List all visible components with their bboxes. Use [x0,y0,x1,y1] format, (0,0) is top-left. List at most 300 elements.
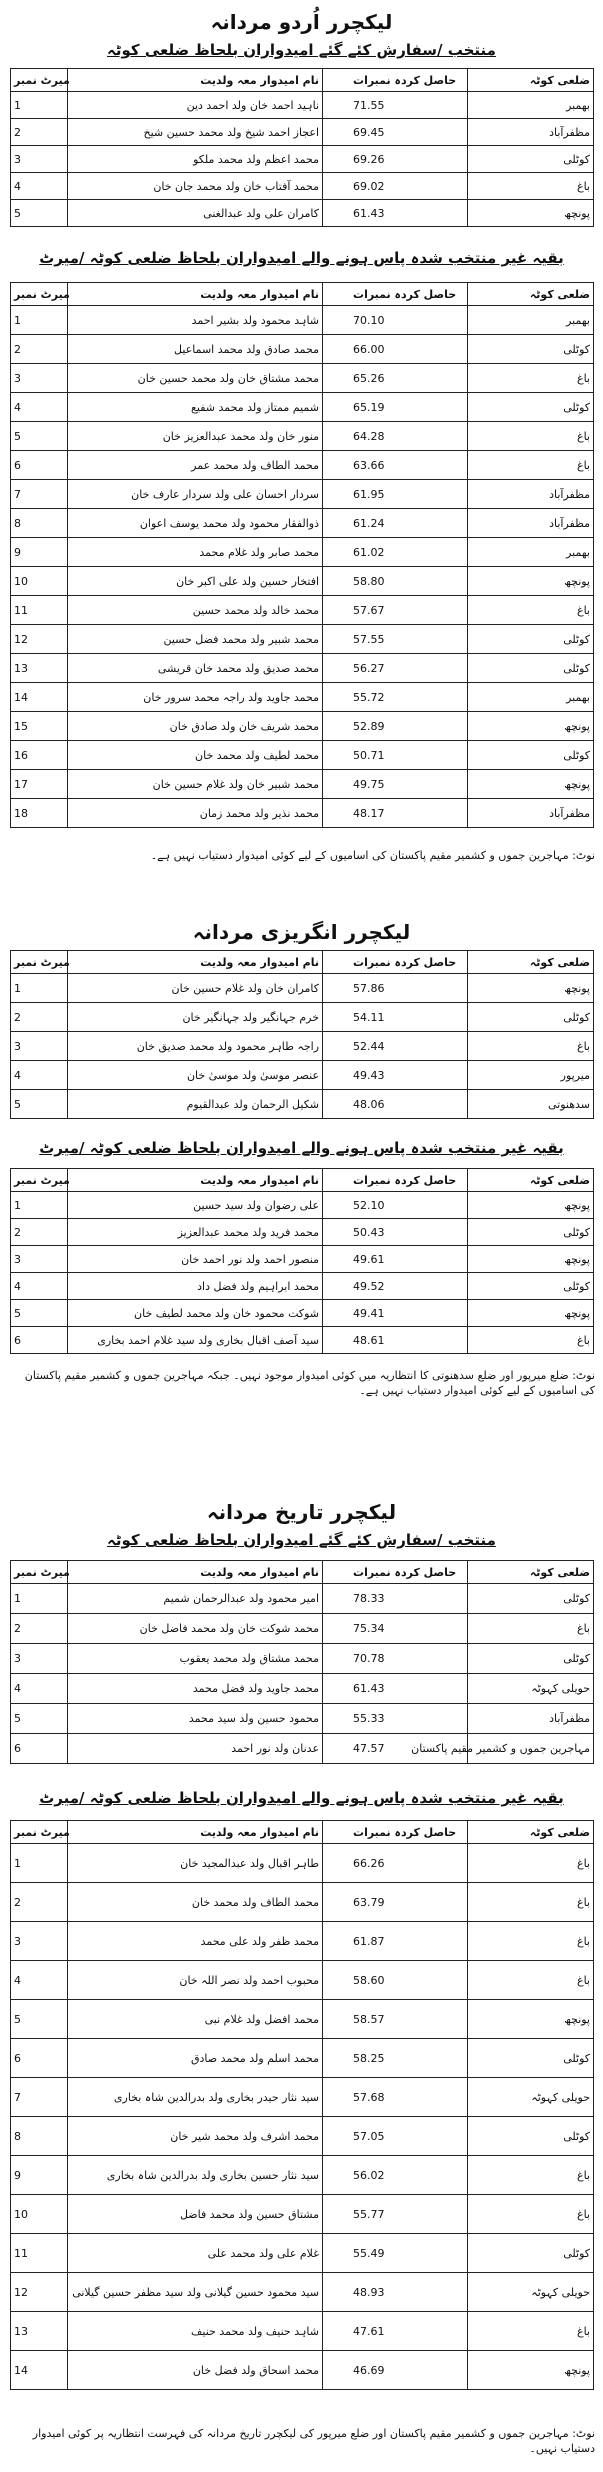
cell-merit: 3 [11,1644,68,1674]
cell-district: مظفرآباد [468,799,594,828]
cell-name: محمد صدیق ولد محمد خان قریشی [68,654,323,683]
cell-name: محمد الطاف ولد محمد خان [68,1883,323,1922]
history-note: نوٹ: مہاجرین جموں و کشمیر مقیم پاکستان اور ضلع میرپور کی لیکچرر تاریخ مردانہ کی فہرست انتظاریہ پر کوئی امیدوار دستیاب نہیں۔ [32,2427,595,2455]
table-row [11,2156,594,2195]
cell-district: کوٹلی [468,741,594,770]
cell-name: طاہر اقبال ولد عبدالمجید خان [68,1844,323,1883]
header-name: نام امیدوار معہ ولدیت [68,69,323,92]
cell-district: باغ [468,1922,594,1961]
header-name: نام امیدوار معہ ولدیت [68,1821,323,1844]
cell-merit: 5 [11,422,68,451]
cell-merit: 6 [11,2039,68,2078]
cell-marks: 56.27 [323,654,468,683]
cell-name: محمد ابراہیم ولد فضل داد [68,1273,323,1300]
cell-name: غلام علی ولد محمد علی [68,2234,323,2273]
header-name: نام امیدوار معہ ولدیت [68,1169,323,1192]
cell-name: محمد صادق ولد محمد اسماعیل [68,335,323,364]
table-row [11,799,594,828]
table-row [11,1584,594,1614]
table-header-row [11,1169,594,1192]
table-row [11,422,594,451]
header-marks: حاصل کردہ نمبرات [323,283,468,306]
cell-marks: 61.95 [323,480,468,509]
cell-district: باغ [468,173,594,200]
cell-merit: 3 [11,364,68,393]
table-row [11,1032,594,1061]
cell-district: مہاجرین جموں و کشمیر مقیم پاکستان [468,1734,594,1764]
cell-name: اعجاز احمد شیخ ولد محمد حسین شیخ [68,119,323,146]
table-row [11,335,594,364]
cell-marks: 63.66 [323,451,468,480]
cell-district: باغ [468,1614,594,1644]
history-waiting-subtitle: بقیہ غیر منتخب شدہ پاس ہونے والے امیدواران بلحاظ ضلعی کوٹہ /میرٹ [39,1789,564,1807]
table-row [11,451,594,480]
cell-district: کوٹلی [468,2117,594,2156]
header-marks: حاصل کردہ نمبرات [323,1561,468,1584]
table-row [11,567,594,596]
header-marks: حاصل کردہ نمبرات [323,951,468,974]
cell-district: باغ [468,1844,594,1883]
cell-marks: 61.87 [323,1922,468,1961]
header-district: ضلعی کوٹہ [468,1821,594,1844]
english-selected-table [10,950,594,1119]
cell-name: محمد شبیر ولد محمد فضل حسین [68,625,323,654]
table-row [11,480,594,509]
cell-marks: 47.57 [323,1734,468,1764]
cell-marks: 70.10 [323,306,468,335]
cell-district: حویلی کہوٹہ [468,1674,594,1704]
cell-name: محمد الطاف ولد محمد عمر [68,451,323,480]
cell-name: خرم جہانگیر ولد جہانگیر خان [68,1003,323,1032]
cell-name: شمیم ممتاز ولد محمد شفیع [68,393,323,422]
cell-district: بھمبر [468,92,594,119]
cell-district: مظفرآباد [468,1704,594,1734]
cell-merit: 10 [11,567,68,596]
urdu-title: لیکچرر اُردو مردانہ [210,10,393,34]
cell-merit: 7 [11,2078,68,2117]
cell-merit: 1 [11,1844,68,1883]
cell-merit: 6 [11,1734,68,1764]
cell-district: بھمبر [468,683,594,712]
cell-merit: 4 [11,393,68,422]
cell-marks: 50.43 [323,1219,468,1246]
cell-district: باغ [468,1961,594,2000]
cell-marks: 49.61 [323,1246,468,1273]
cell-merit: 5 [11,1704,68,1734]
cell-name: محمد افضل ولد غلام نبی [68,2000,323,2039]
cell-marks: 78.33 [323,1584,468,1614]
cell-name: محمد صابر ولد غلام محمد [68,538,323,567]
cell-merit: 3 [11,1032,68,1061]
cell-marks: 61.43 [323,200,468,227]
cell-district: باغ [468,2156,594,2195]
cell-district: پونچھ [468,1300,594,1327]
cell-district: حویلی کہوٹہ [468,2273,594,2312]
cell-name: منصور احمد ولد نور احمد خان [68,1246,323,1273]
cell-district: پونچھ [468,974,594,1003]
cell-merit: 7 [11,480,68,509]
table-row [11,538,594,567]
cell-marks: 55.77 [323,2195,468,2234]
cell-district: پونچھ [468,2000,594,2039]
cell-merit: 13 [11,654,68,683]
cell-district: مظفرآباد [468,509,594,538]
header-district: ضلعی کوٹہ [468,1169,594,1192]
cell-marks: 65.19 [323,393,468,422]
cell-name: محبوب احمد ولد نصر اللہ خان [68,1961,323,2000]
cell-district: باغ [468,1883,594,1922]
cell-marks: 55.49 [323,2234,468,2273]
cell-merit: 10 [11,2195,68,2234]
cell-merit: 8 [11,509,68,538]
cell-merit: 2 [11,335,68,364]
cell-marks: 46.69 [323,2351,468,2390]
header-merit: میرٹ نمبر [11,283,68,306]
table-row [11,770,594,799]
cell-merit: 3 [11,1246,68,1273]
table-row [11,509,594,538]
cell-merit: 11 [11,2234,68,2273]
cell-district: بھمبر [468,538,594,567]
cell-district: باغ [468,1327,594,1354]
urdu-selected-table [10,68,594,227]
cell-district: باغ [468,451,594,480]
cell-merit: 14 [11,2351,68,2390]
cell-marks: 70.78 [323,1644,468,1674]
cell-marks: 57.55 [323,625,468,654]
cell-marks: 52.44 [323,1032,468,1061]
cell-district: پونچھ [468,200,594,227]
table-row [11,146,594,173]
cell-name: ذوالفقار محمود ولد محمد یوسف اعوان [68,509,323,538]
cell-marks: 57.86 [323,974,468,1003]
cell-merit: 5 [11,1090,68,1119]
cell-name: محمد فرید ولد محمد عبدالعزیز [68,1219,323,1246]
english-note: نوٹ: ضلع میرپور اور ضلع سدھنوتی کا انتظاریہ میں کوئی امیدوار موجود نہیں۔ جبکہ مہاجرین جموں و کشمیر مقیم پاکستان کی اسامیوں کے لیے کوئی امیدوار دستیاب نہیں ہے۔ [24,1369,595,1397]
cell-marks: 58.25 [323,2039,468,2078]
cell-district: مظفرآباد [468,119,594,146]
table-row [11,92,594,119]
cell-merit: 2 [11,1219,68,1246]
cell-marks: 61.24 [323,509,468,538]
cell-marks: 48.93 [323,2273,468,2312]
cell-marks: 52.10 [323,1192,468,1219]
table-row [11,364,594,393]
history-waiting-table [10,1820,594,2390]
cell-district: کوٹلی [468,1003,594,1032]
cell-district: کوٹلی [468,146,594,173]
header-marks: حاصل کردہ نمبرات [323,1821,468,1844]
cell-name: سردار احسان علی ولد سردار عارف خان [68,480,323,509]
cell-district: حویلی کہوٹہ [468,2078,594,2117]
cell-name: مشتاق حسین ولد محمد فاضل [68,2195,323,2234]
cell-merit: 8 [11,2117,68,2156]
cell-name: محمود حسین ولد سید محمد [68,1704,323,1734]
urdu-selected-subtitle: منتخب /سفارش کئے گئے امیدواران بلحاظ ضلعی کوٹہ [107,41,496,59]
cell-district: پونچھ [468,2351,594,2390]
cell-district: کوٹلی [468,1644,594,1674]
cell-district: باغ [468,2312,594,2351]
cell-name: ناہید احمد خان ولد احمد دین [68,92,323,119]
cell-name: محمد آفتاب خان ولد محمد جان خان [68,173,323,200]
english-waiting-table [10,1168,594,1354]
table-header-row [11,1821,594,1844]
cell-marks: 61.02 [323,538,468,567]
header-name: نام امیدوار معہ ولدیت [68,283,323,306]
header-name: نام امیدوار معہ ولدیت [68,951,323,974]
cell-name: شاہد حنیف ولد محمد حنیف [68,2312,323,2351]
cell-marks: 50.71 [323,741,468,770]
cell-name: شاہد محمود ولد بشیر احمد [68,306,323,335]
cell-marks: 75.34 [323,1614,468,1644]
history-selected-table [10,1560,594,1764]
cell-district: باغ [468,422,594,451]
table-row [11,1246,594,1273]
header-district: ضلعی کوٹہ [468,283,594,306]
english-title: لیکچرر انگریزی مردانہ [192,920,411,944]
cell-name: افتخار حسین ولد علی اکبر خان [68,567,323,596]
cell-name: سید نثار حسین بخاری ولد بدرالدین شاہ بخاری [68,2156,323,2195]
cell-merit: 15 [11,712,68,741]
table-header-row [11,69,594,92]
table-row [11,1273,594,1300]
table-row [11,2234,594,2273]
table-row [11,974,594,1003]
table-row [11,1090,594,1119]
cell-name: محمد خالد ولد محمد حسین [68,596,323,625]
cell-merit: 4 [11,1273,68,1300]
cell-name: منور خان ولد محمد عبدالعزیز خان [68,422,323,451]
cell-district: باغ [468,2195,594,2234]
cell-merit: 9 [11,538,68,567]
cell-district: پونچھ [468,1246,594,1273]
cell-name: محمد مشتاق خان ولد محمد حسین خان [68,364,323,393]
cell-name: کامران خان ولد غلام حسین خان [68,974,323,1003]
header-merit: میرٹ نمبر [11,1821,68,1844]
cell-name: شکیل الرحمان ولد عبدالقیوم [68,1090,323,1119]
cell-marks: 69.45 [323,119,468,146]
cell-merit: 9 [11,2156,68,2195]
cell-name: سید آصف اقبال بخاری ولد سید غلام احمد بخاری [68,1327,323,1354]
cell-name: محمد شریف خان ولد صادق خان [68,712,323,741]
cell-merit: 5 [11,2000,68,2039]
cell-marks: 58.80 [323,567,468,596]
cell-marks: 55.72 [323,683,468,712]
cell-merit: 5 [11,1300,68,1327]
cell-marks: 61.43 [323,1674,468,1704]
table-row [11,741,594,770]
cell-merit: 2 [11,1614,68,1644]
cell-district: میرپور [468,1061,594,1090]
cell-name: محمد اسحاق ولد فضل خان [68,2351,323,2390]
cell-district: سدھنوتی [468,1090,594,1119]
cell-name: محمد اشرف ولد محمد شیر خان [68,2117,323,2156]
cell-name: محمد جاوید ولد فضل محمد [68,1674,323,1704]
cell-merit: 2 [11,119,68,146]
cell-district: پونچھ [468,1192,594,1219]
table-row [11,1883,594,1922]
cell-marks: 63.79 [323,1883,468,1922]
table-row [11,2117,594,2156]
cell-district: کوٹلی [468,2039,594,2078]
table-row [11,683,594,712]
table-row [11,2351,594,2390]
cell-merit: 1 [11,1584,68,1614]
cell-district: بھمبر [468,306,594,335]
cell-district: باغ [468,596,594,625]
cell-merit: 4 [11,173,68,200]
cell-marks: 52.89 [323,712,468,741]
cell-merit: 14 [11,683,68,712]
table-header-row [11,283,594,306]
table-row [11,712,594,741]
cell-name: محمد شوکت خان ولد محمد فاضل خان [68,1614,323,1644]
table-row [11,1844,594,1883]
cell-marks: 48.61 [323,1327,468,1354]
cell-merit: 2 [11,1883,68,1922]
cell-district: پونچھ [468,712,594,741]
cell-name: سید نثار حیدر بخاری ولد بدرالدین شاہ بخاری [68,2078,323,2117]
table-row [11,625,594,654]
cell-district: کوٹلی [468,335,594,364]
cell-marks: 49.52 [323,1273,468,1300]
cell-merit: 5 [11,200,68,227]
table-row [11,2273,594,2312]
table-row [11,1192,594,1219]
cell-district: کوٹلی [468,393,594,422]
cell-marks: 65.26 [323,364,468,393]
cell-name: محمد جاوید ولد راجہ محمد سرور خان [68,683,323,712]
urdu-note: نوٹ: مہاجرین جموں و کشمیر مقیم پاکستان کی اسامیوں کے لیے کوئی امیدوار دستیاب نہیں ہے۔ [150,849,595,862]
cell-marks: 57.68 [323,2078,468,2117]
cell-district: کوٹلی [468,654,594,683]
header-district: ضلعی کوٹہ [468,69,594,92]
cell-merit: 1 [11,974,68,1003]
cell-marks: 54.11 [323,1003,468,1032]
header-name: نام امیدوار معہ ولدیت [68,1561,323,1584]
table-row [11,173,594,200]
table-row [11,1300,594,1327]
cell-merit: 1 [11,92,68,119]
table-row [11,200,594,227]
header-merit: میرٹ نمبر [11,69,68,92]
cell-marks: 49.43 [323,1061,468,1090]
cell-district: پونچھ [468,770,594,799]
header-merit: میرٹ نمبر [11,951,68,974]
english-waiting-subtitle: بقیہ غیر منتخب شدہ پاس ہونے والے امیدواران بلحاظ ضلعی کوٹہ /میرٹ [39,1139,564,1157]
cell-merit: 4 [11,1061,68,1090]
header-merit: میرٹ نمبر [11,1169,68,1192]
table-row [11,1704,594,1734]
cell-marks: 56.02 [323,2156,468,2195]
cell-name: محمد ظفر ولد علی محمد [68,1922,323,1961]
cell-name: راجہ طاہر محمود ولد محمد صدیق خان [68,1032,323,1061]
cell-marks: 58.60 [323,1961,468,2000]
cell-marks: 47.61 [323,2312,468,2351]
cell-marks: 49.41 [323,1300,468,1327]
cell-district: کوٹلی [468,625,594,654]
cell-merit: 3 [11,1922,68,1961]
table-row [11,2039,594,2078]
cell-marks: 64.28 [323,422,468,451]
table-row [11,2312,594,2351]
header-merit: میرٹ نمبر [11,1561,68,1584]
table-row [11,306,594,335]
cell-marks: 48.06 [323,1090,468,1119]
cell-name: کامران علی ولد عبدالغنی [68,200,323,227]
cell-name: عنصر موسیٰ ولد موسیٰ خان [68,1061,323,1090]
table-row [11,393,594,422]
table-row [11,1644,594,1674]
cell-name: امیر محمود ولد عبدالرحمان شمیم [68,1584,323,1614]
cell-merit: 6 [11,1327,68,1354]
table-row [11,1674,594,1704]
cell-merit: 1 [11,1192,68,1219]
table-row [11,1734,594,1764]
cell-name: محمد نذیر ولد محمد زمان [68,799,323,828]
cell-district: باغ [468,364,594,393]
cell-marks: 69.26 [323,146,468,173]
cell-district: کوٹلی [468,1584,594,1614]
table-row [11,2000,594,2039]
table-row [11,1614,594,1644]
cell-district: کوٹلی [468,2234,594,2273]
cell-name: عدنان ولد نور احمد [68,1734,323,1764]
table-row [11,2195,594,2234]
cell-name: محمد اعظم ولد محمد ملکو [68,146,323,173]
history-selected-subtitle: منتخب /سفارش کئے گئے امیدواران بلحاظ ضلعی کوٹہ [107,1531,496,1549]
cell-marks: 48.17 [323,799,468,828]
table-row [11,1327,594,1354]
cell-merit: 6 [11,451,68,480]
cell-merit: 3 [11,146,68,173]
cell-merit: 17 [11,770,68,799]
cell-name: محمد شبیر خان ولد غلام حسین خان [68,770,323,799]
cell-district: کوٹلی [468,1219,594,1246]
cell-marks: 57.67 [323,596,468,625]
cell-name: شوکت محمود خان ولد محمد لطیف خان [68,1300,323,1327]
table-row [11,654,594,683]
cell-merit: 12 [11,625,68,654]
cell-merit: 1 [11,306,68,335]
table-header-row [11,1561,594,1584]
cell-merit: 11 [11,596,68,625]
cell-name: محمد اسلم ولد محمد صادق [68,2039,323,2078]
cell-merit: 4 [11,1961,68,2000]
cell-marks: 66.00 [323,335,468,364]
cell-name: محمد لطیف ولد محمد خان [68,741,323,770]
cell-marks: 58.57 [323,2000,468,2039]
table-row [11,1003,594,1032]
cell-name: محمد مشتاق ولد محمد یعقوب [68,1644,323,1674]
table-header-row [11,951,594,974]
cell-merit: 18 [11,799,68,828]
cell-marks: 49.75 [323,770,468,799]
history-title: لیکچرر تاریخ مردانہ [206,1500,397,1524]
cell-marks: 57.05 [323,2117,468,2156]
cell-merit: 12 [11,2273,68,2312]
header-marks: حاصل کردہ نمبرات [323,1169,468,1192]
cell-merit: 16 [11,741,68,770]
cell-merit: 2 [11,1003,68,1032]
cell-merit: 4 [11,1674,68,1704]
cell-marks: 55.33 [323,1704,468,1734]
table-row [11,1219,594,1246]
cell-marks: 69.02 [323,173,468,200]
cell-district: باغ [468,1032,594,1061]
cell-district: کوٹلی [468,1273,594,1300]
header-district: ضلعی کوٹہ [468,1561,594,1584]
